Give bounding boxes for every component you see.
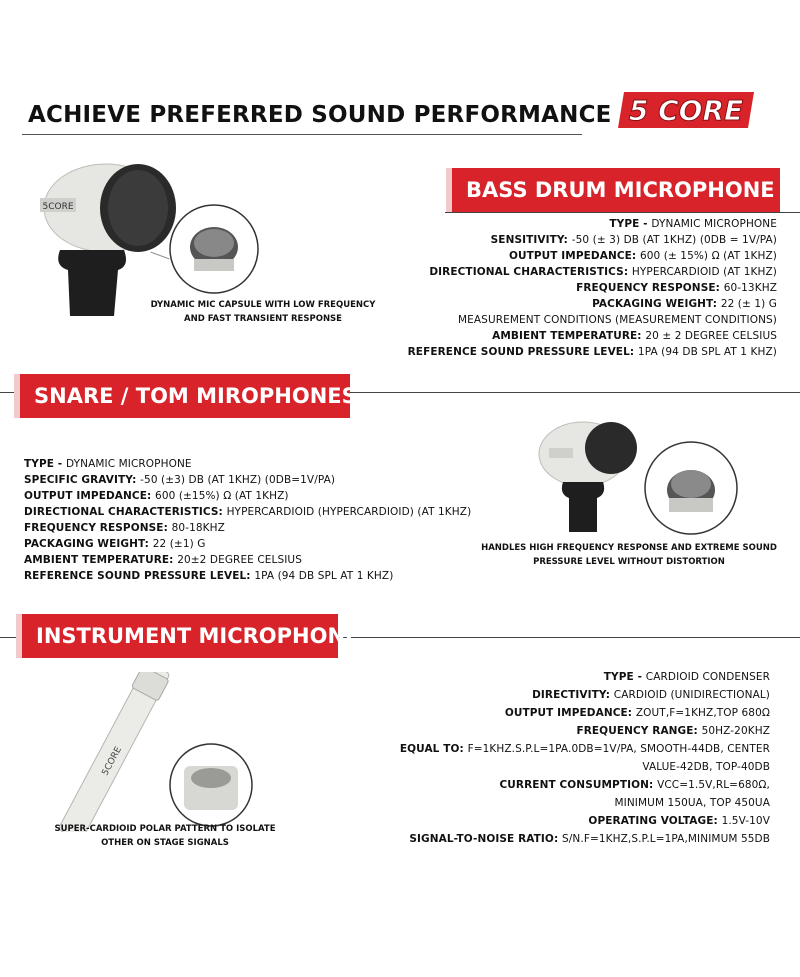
spec-row <box>24 456 471 472</box>
spec-label: TYPE - <box>609 218 652 230</box>
spec-row <box>400 830 770 848</box>
spec-value: 1PA (94 DB SPL AT 1 KHZ) <box>637 346 777 358</box>
svg-text:5CORE: 5CORE <box>100 745 125 778</box>
spec-label: DIRECTIONAL CHARACTERISTICS: <box>24 506 227 518</box>
title-divider <box>22 134 582 135</box>
spec-row <box>400 812 770 830</box>
spec-row <box>24 520 471 536</box>
spec-label: EQUAL TO: <box>399 743 468 755</box>
spec-label: DIRECTIVITY: <box>532 689 614 701</box>
snare-capsule-closeup <box>643 440 739 540</box>
spec-value: CARDIOID CONDENSER <box>645 671 770 683</box>
spec-row <box>408 216 777 232</box>
logo-text: 5 CORE <box>628 94 744 127</box>
spec-value: 600 (±15%) Ω (AT 1KHZ) <box>155 490 289 502</box>
spec-row <box>24 504 471 520</box>
spec-label: AMBIENT TEMPERATURE: <box>24 554 178 566</box>
spec-row <box>24 536 471 552</box>
spec-row <box>408 328 777 344</box>
spec-value: 1.5V-10V <box>721 815 770 827</box>
brand-logo <box>618 88 758 132</box>
spec-row <box>408 344 777 360</box>
spec-value: MEASUREMENT CONDITIONS (MEASUREMENT CONDITIONS) <box>458 314 777 326</box>
page-title: ACHIEVE PREFERRED SOUND PERFORMANCE <box>28 102 612 128</box>
snare-heading: SNARE / TOM MIROPHONES <box>20 374 350 418</box>
spec-label: TYPE - <box>603 671 646 683</box>
spec-label: SENSITIVITY: <box>490 234 572 246</box>
spec-label: FREQUENCY RESPONSE: <box>576 282 724 294</box>
bass-specs <box>408 216 777 360</box>
spec-value: 60-13KHZ <box>723 282 777 294</box>
spec-row <box>408 264 777 280</box>
spec-label: AMBIENT TEMPERATURE: <box>492 330 646 342</box>
spec-value: ZOUT,F=1KHZ,TOP 680Ω <box>635 707 770 719</box>
spec-value: DYNAMIC MICROPHONE <box>651 218 777 230</box>
spec-row <box>24 552 471 568</box>
spec-value: HYPERCARDIOID (AT 1KHZ) <box>631 266 777 278</box>
spec-label: OPERATING VOLTAGE: <box>588 815 722 827</box>
spec-label: OUTPUT IMPEDANCE: <box>24 490 156 502</box>
bass-capsule-closeup <box>168 203 260 299</box>
instrument-specs <box>400 668 770 848</box>
spec-row <box>400 740 770 758</box>
spec-value: F=1KHZ.S.P.L=1PA.0DB=1V/PA, SMOOTH-44DB, CENTER <box>467 743 770 755</box>
svg-text:5CORE: 5CORE <box>42 202 74 212</box>
spec-value: VCC=1.5V,RL=680Ω, <box>657 779 770 791</box>
spec-row <box>24 568 471 584</box>
spec-label: CURRENT CONSUMPTION: <box>499 779 658 791</box>
spec-value: 20±2 DEGREE CELSIUS <box>177 554 302 566</box>
spec-value: 22 (±1) G <box>152 538 206 550</box>
spec-row <box>408 296 777 312</box>
spec-value: HYPERCARDIOID (HYPERCARDIOID) (AT 1KHZ) <box>226 506 472 518</box>
spec-value: 50HZ-20KHZ <box>701 725 770 737</box>
spec-row <box>400 794 770 812</box>
spec-label: FREQUENCY RANGE: <box>576 725 702 737</box>
bass-divider <box>445 212 800 213</box>
spec-value: -50 (±3) DB (AT 1KHZ) (0DB=1V/PA) <box>140 474 336 486</box>
spec-row <box>400 704 770 722</box>
snare-specs <box>24 456 471 584</box>
spec-label: FREQUENCY RESPONSE: <box>24 522 172 534</box>
bass-caption-line1: DYNAMIC MIC CAPSULE WITH LOW FREQUENCY <box>150 300 376 310</box>
spec-value: 80-18KHZ <box>171 522 225 534</box>
spec-label: DIRECTIONAL CHARACTERISTICS: <box>429 266 632 278</box>
spec-value: 600 (± 15%) Ω (AT 1KHZ) <box>639 250 777 262</box>
instrument-heading: INSTRUMENT MICROPHONE <box>22 614 338 658</box>
bass-caption <box>150 298 376 326</box>
instrument-capsule-closeup <box>168 742 254 832</box>
spec-label: SPECIFIC GRAVITY: <box>24 474 141 486</box>
instrument-caption-line2: OTHER ON STAGE SIGNALS <box>101 838 229 848</box>
spec-label: SIGNAL-TO-NOISE RATIO: <box>409 833 563 845</box>
spec-value: 20 ± 2 DEGREE CELSIUS <box>645 330 777 342</box>
spec-label: OUTPUT IMPEDANCE: <box>508 250 640 262</box>
spec-value: CARDIOID (UNIDIRECTIONAL) <box>613 689 770 701</box>
spec-value: -50 (± 3) DB (AT 1KHZ) (0DB = 1V/PA) <box>571 234 777 246</box>
spec-row <box>24 488 471 504</box>
spec-row <box>400 722 770 740</box>
spec-label: PACKAGING WEIGHT: <box>24 538 153 550</box>
spec-row <box>400 776 770 794</box>
spec-row <box>408 248 777 264</box>
spec-label: REFERENCE SOUND PRESSURE LEVEL: <box>407 346 638 358</box>
spec-label: REFERENCE SOUND PRESSURE LEVEL: <box>24 570 255 582</box>
spec-row <box>408 232 777 248</box>
spec-label: TYPE - <box>24 458 67 470</box>
spec-value: 22 (± 1) G <box>720 298 777 310</box>
spec-row <box>400 668 770 686</box>
spec-label: PACKAGING WEIGHT: <box>592 298 721 310</box>
spec-value: VALUE-42DB, TOP-40DB <box>642 761 770 773</box>
spec-row <box>24 472 471 488</box>
snare-caption-line1: HANDLES HIGH FREQUENCY RESPONSE AND EXTREME SOUND <box>481 543 777 553</box>
spec-value: MINIMUM 150UA, TOP 450UA <box>614 797 770 809</box>
spec-row <box>400 758 770 776</box>
spec-row <box>408 312 777 328</box>
instrument-caption-line1: SUPER-CARDIOID POLAR PATTERN TO ISOLATE <box>54 824 276 834</box>
bass-heading: BASS DRUM MICROPHONE <box>452 168 780 212</box>
bass-caption-line2: AND FAST TRANSIENT RESPONSE <box>184 314 342 324</box>
spec-row <box>400 686 770 704</box>
snare-caption-line2: PRESSURE LEVEL WITHOUT DISTORTION <box>533 557 725 567</box>
spec-value: S/N.F=1KHZ,S.P.L=1PA,MINIMUM 55DB <box>562 833 770 845</box>
spec-row <box>408 280 777 296</box>
snare-mic-image <box>535 418 645 540</box>
instrument-caption <box>40 822 290 850</box>
snare-caption <box>470 541 788 569</box>
spec-value: DYNAMIC MICROPHONE <box>66 458 192 470</box>
spec-label: OUTPUT IMPEDANCE: <box>504 707 636 719</box>
spec-value: 1PA (94 DB SPL AT 1 KHZ) <box>254 570 394 582</box>
